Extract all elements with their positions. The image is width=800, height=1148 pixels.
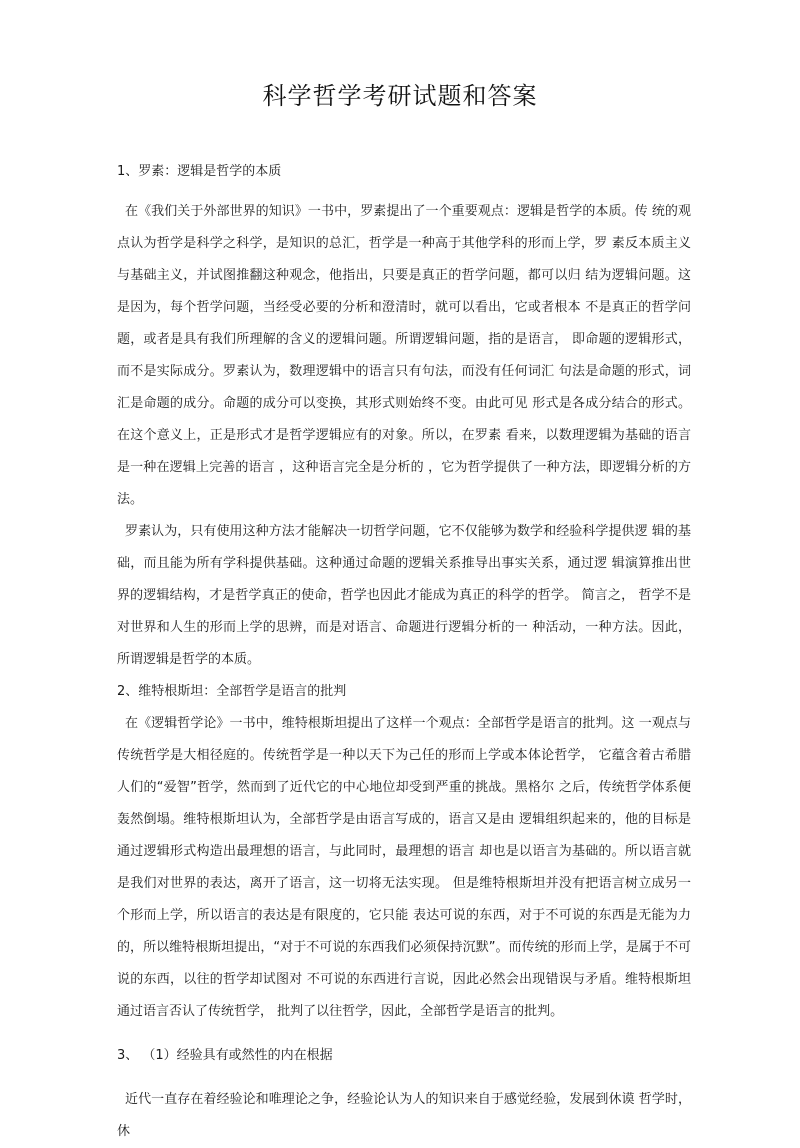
- section-1-paragraph-2: 罗素认为，只有使用这种方法才能解决一切哲学问题，它不仅能够为数学和经验科学提供逻 辑的基础，而且能为所有学科提供基础。这种通过命题的逻辑关系推导出事实关系，通过逻 辑演算推出世界的逻辑结构，才是哲学真正的使命，哲学也因此才能成为真正的科学的哲学。 简言之， 哲学不是对世界和人生的形而上学的思辨，而是对语言、命题进行逻辑分析的一 种活动，一种方法。因此，所谓逻辑是哲学的本质。: [117, 524, 691, 667]
- document-title: 科学哲学考研试题和答案: [262, 82, 538, 110]
- section-3-paragraph-1: 近代一直存在着经验论和唯理论之争，经验论认为人的知识来自于感觉经验，发展到休谟 哲学时，休: [117, 1092, 691, 1139]
- section-1-paragraph-1: 在《我们关于外部世界的知识》一书中，罗素提出了一个重要观点：逻辑是哲学的本质。传 统的观点认为哲学是科学之科学，是知识的总汇，哲学是一种高于其他学科的形而上学，罗 素反本质主义与基础主义，并试图推翻这种观念，他指出，只要是真正的哲学问题，都可以归 结为逻辑问题。这是因为，每个哲学问题，当经受必要的分析和澄清时，就可以看出，它或者根本 不是真正的哲学问题，或者是具有我们所理解的含义的逻辑问题。所谓逻辑问题，指的是语言， 即命题的逻辑形式，而不是实际成分。罗素认为，数理逻辑中的语言只有句法，而没有任何词汇 句法是命题的形式，词汇是命题的成分。命题的成分可以变换，其形式则始终不变。由此可见 形式是各成分结合的形式。在这个意义上，正是形式才是哲学逻辑应有的对象。所以，在罗素 看来，以数理逻辑为基础的语言是一种在逻辑上完善的语言 ，这种语言完全是分析的 ，它为哲学提供了一种方法，即逻辑分析的方法。: [117, 204, 691, 507]
- document-body: [117, 156, 691, 1148]
- section-1-heading: 1、罗素：逻辑是哲学的本质: [117, 164, 282, 179]
- section-3-heading: 3、 （1）经验具有或然性的内在根据: [117, 1048, 333, 1063]
- section-2-paragraph-1: 在《逻辑哲学论》一书中，维特根斯坦提出了这样一个观点：全部哲学是语言的批判。这 一观点与传统哲学是大相径庭的。传统哲学是一种以天下为己任的形而上学或本体论哲学， 它蕴含着古希腊人们的“爱智”哲学，然而到了近代它的中心地位却受到严重的挑战。黑格尔 之后，传统哲学体系便轰然倒塌。维特根斯坦认为，全部哲学是由语言写成的，语言又是由 逻辑组织起来的，他的目标是通过逻辑形式构造出最理想的语言，与此同时，最理想的语言 却也是以语言为基础的。所以语言就是我们对世界的表达，离开了语言，这一切将无法实现。 但是维特根斯坦并没有把语言树立成另一个形而上学，所以语言的表达是有限度的，它只能 表达可说的东西，对于不可说的东西是无能为力的，所以维特根斯坦提出，“对于不可说的东西我们必须保持沉默”。而传统的形而上学，是属于不可说的东西，以往的哲学却试图对 不可说的东西进行言说，因此必然会出现错误与矛盾。维特根斯坦通过语言否认了传统哲学， 批判了以往哲学，因此，全部哲学是语言的批判。: [117, 716, 691, 1019]
- section-2-heading: 2、维特根斯坦：全部哲学是语言的批判: [117, 684, 347, 699]
